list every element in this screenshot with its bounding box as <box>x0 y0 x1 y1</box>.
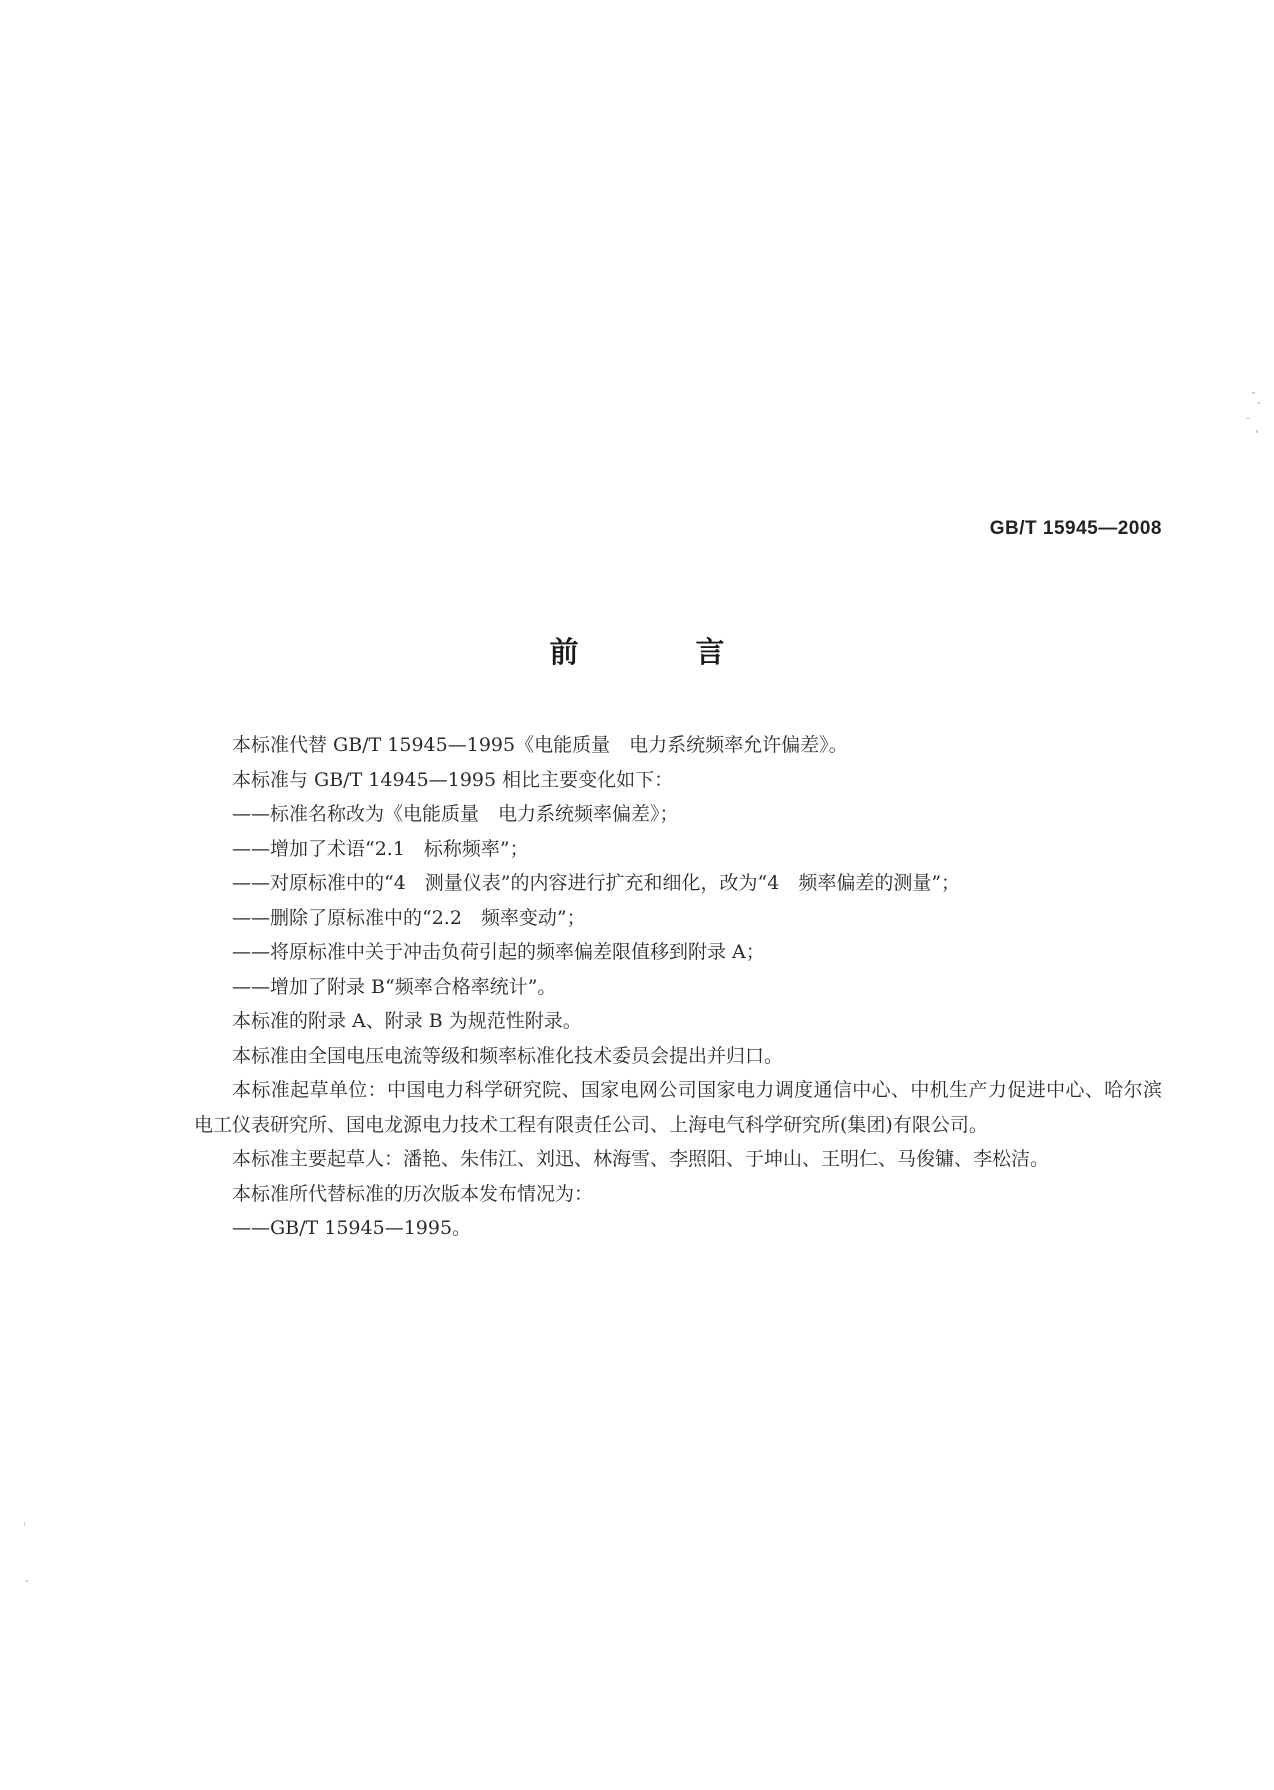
scan-speck <box>1256 430 1258 433</box>
history-intro-paragraph: 本标准所代替标准的历次版本发布情况为： <box>232 1182 594 1205</box>
proposer-paragraph: 本标准由全国电压电流等级和频率标准化技术委员会提出并归口。 <box>232 1044 784 1067</box>
document-body <box>194 728 1162 1246</box>
scan-speck <box>26 1580 28 1582</box>
change-item: ——对原标准中的“4 测量仪表”的内容进行扩充和细化，改为“4 频率偏差的测量”； <box>232 872 961 894</box>
appendix-note-paragraph: 本标准的附录 A、附录 B 为规范性附录。 <box>232 1010 582 1032</box>
intro-replace-paragraph: 本标准代替 GB/T 15945—1995《电能质量 电力系统频率允许偏差》。 <box>232 734 848 756</box>
drafting-units-paragraph: 本标准起草单位：中国电力科学研究院、国家电网公司国家电力调度通信中心、中机生产力促进中心、哈尔滨电工仪表研究所、国电龙源电力技术工程有限责任公司、上海电气科学研究所(集团)有限公司。 <box>194 1079 1162 1136</box>
standard-code: GB/T 15945—2008 <box>989 518 1162 539</box>
scan-speck <box>1246 418 1250 419</box>
change-item: ——增加了术语“2.1 标称频率”； <box>232 837 529 860</box>
change-item: ——删除了原标准中的“2.2 频率变动”； <box>232 906 586 929</box>
scan-speck <box>1258 402 1260 404</box>
history-item: ——GB/T 15945—1995。 <box>232 1217 472 1239</box>
intro-changes-paragraph: 本标准与 GB/T 14945—1995 相比主要变化如下： <box>232 768 674 791</box>
drafters-paragraph: 本标准主要起草人：潘艳、朱伟江、刘迅、林海雪、李照阳、于坤山、王明仁、马俊镛、李松洁。 <box>232 1148 1050 1170</box>
scan-speck <box>24 1522 25 1526</box>
change-item: ——标准名称改为《电能质量 电力系统频率偏差》； <box>232 803 679 825</box>
page-title: 前 言 <box>549 635 769 669</box>
change-item: ——将原标准中关于冲击负荷引起的频率偏差限值移到附录 A； <box>232 941 765 963</box>
change-item: ——增加了附录 B“频率合格率统计”。 <box>232 975 557 998</box>
scan-speck <box>1252 392 1255 394</box>
